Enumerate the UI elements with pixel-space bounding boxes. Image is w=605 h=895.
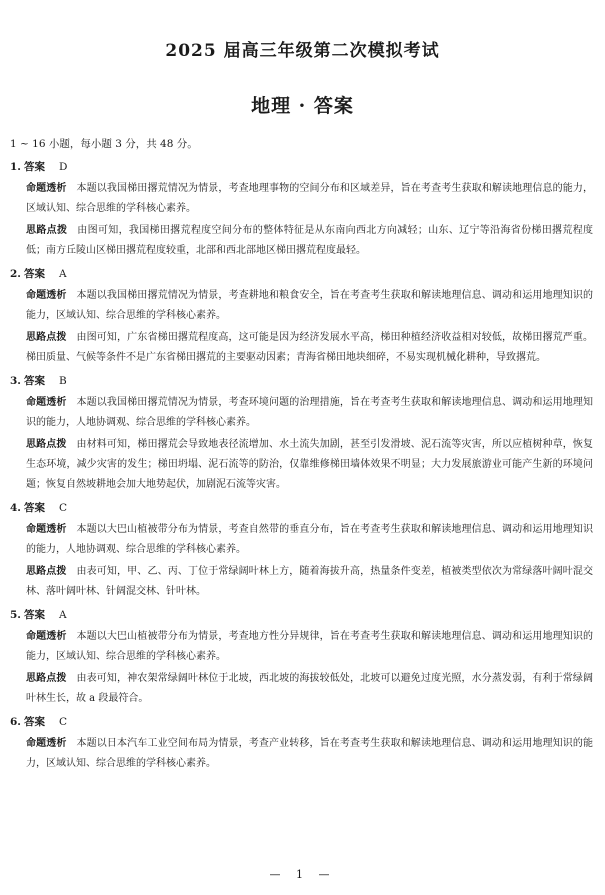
answer-value: C [58, 502, 68, 514]
hint-label: 思路点拨 [26, 673, 67, 684]
answer-value: C [58, 716, 68, 728]
question-block [10, 266, 593, 368]
analysis-paragraph [10, 627, 593, 667]
hint-paragraph [10, 328, 593, 368]
analysis-paragraph [10, 393, 593, 433]
analysis-label: 命题透析 [26, 738, 67, 749]
answer-value: A [58, 609, 67, 621]
answer-line [10, 373, 593, 389]
question-number: 4. [10, 502, 21, 514]
hint-paragraph [10, 562, 593, 602]
question-block [10, 373, 593, 495]
hint-paragraph [10, 435, 593, 495]
analysis-label: 命题透析 [26, 290, 67, 301]
analysis-paragraph [10, 520, 593, 560]
questions-list [10, 159, 593, 779]
answer-line [10, 159, 593, 175]
hint-text: 由材料可知，梯田撂荒会导致地表径流增加、水土流失加剧，甚至引发滑坡、泥石流等灾害，所以应植树种草，恢复生态环境，减少灾害的发生；梯田坍塌、泥石流等的防治，仅靠维修梯田墙体效果不明显；大力发展旅游业可能产生新的环境问题；恢复自然坡耕地会加大地势起伏，加剧泥石流等灾害。 [26, 439, 594, 490]
analysis-paragraph [10, 286, 593, 326]
hint-text: 由表可知，神农架常绿阔叶林位于北坡，西北坡的海拔较低处，北坡可以避免过度光照，水分蒸发弱，有利于常绿阔叶林生长，故 a 段最符合。 [26, 673, 594, 704]
answer-value: A [58, 268, 67, 280]
hint-label: 思路点拨 [26, 225, 68, 236]
answer-label: 答案 [23, 502, 45, 514]
question-block [10, 159, 593, 261]
answer-value: D [58, 161, 68, 173]
section-intro: 1 ~ 16 小题，每小题 3 分，共 48 分。 [10, 138, 198, 150]
hint-text: 由表可知，甲、乙、丙、丁位于常绿阔叶林上方，随着海拔升高，热量条件变差，植被类型依次为常绿落叶阔叶混交林、落叶阔叶林、针阔混交林、针叶林。 [26, 566, 594, 597]
analysis-label: 命题透析 [26, 397, 67, 408]
hint-paragraph [10, 669, 593, 709]
analysis-text: 本题以我国梯田撂荒情况为情景，考查耕地和粮食安全，旨在考查考生获取和解读地理信息、调动和运用地理知识的能力，区域认知、综合思维的学科核心素养。 [26, 290, 594, 321]
hint-label: 思路点拨 [26, 332, 67, 343]
answer-label: 答案 [23, 161, 45, 173]
question-number: 5. [10, 609, 21, 621]
page-subtitle: 地理 · 答案 [251, 95, 354, 117]
question-block [10, 714, 593, 774]
answer-label: 答案 [23, 609, 45, 621]
question-number: 1. [10, 161, 21, 173]
question-block [10, 607, 593, 709]
answer-line [10, 714, 593, 730]
page-number: — 1 — [269, 868, 336, 881]
analysis-text: 本题以我国梯田撂荒情况为情景，考查环境问题的治理措施，旨在考查考生获取和解读地理信息、调动和运用地理知识的能力，人地协调观、综合思维的学科核心素养。 [26, 397, 594, 428]
hint-paragraph [10, 221, 593, 261]
hint-text: 由图可知，广东省梯田撂荒程度高，这可能是因为经济发展水平高，梯田种植经济收益相对较低，故梯田撂荒严重。梯田质量、气候等条件不是广东省梯田撂荒的主要驱动因素；青海省梯田地块细碎，不易实现机械化耕种，导致撂荒。 [26, 332, 594, 363]
hint-label: 思路点拨 [26, 439, 67, 450]
answer-line [10, 266, 593, 282]
analysis-text: 本题以我国梯田撂荒情况为情景，考查地理事物的空间分布和区域差异，旨在考查考生获取和解读地理信息的能力，区域认知、综合思维的学科核心素养。 [26, 183, 594, 214]
question-number: 6. [10, 716, 21, 728]
analysis-label: 命题透析 [26, 524, 67, 535]
answer-line [10, 500, 593, 516]
analysis-label: 命题透析 [26, 631, 67, 642]
hint-label: 思路点拨 [26, 566, 67, 577]
hint-text: 由图可知，我国梯田撂荒程度空间分布的整体特征是从东南向西北方向减轻；山东、辽宁等沿海省份梯田撂荒程度低；南方丘陵山区梯田撂荒程度较重，北部和西北部地区梯田撂荒程度最轻。 [26, 225, 594, 256]
analysis-text: 本题以大巴山植被带分布为情景，考查地方性分异规律，旨在考查考生获取和解读地理信息、调动和运用地理知识的能力，区域认知、综合思维的学科核心素养。 [26, 631, 594, 662]
analysis-text: 本题以日本汽车工业空间布局为情景，考查产业转移，旨在考查考生获取和解读地理信息、调动和运用地理知识的能力，区域认知、综合思维的学科核心素养。 [26, 738, 594, 769]
answer-line [10, 607, 593, 623]
question-block [10, 500, 593, 602]
answer-label: 答案 [23, 268, 45, 280]
answer-value: B [58, 375, 67, 387]
answer-label: 答案 [23, 716, 45, 728]
question-number: 2. [10, 268, 21, 280]
analysis-label: 命题透析 [26, 183, 67, 194]
analysis-paragraph [10, 734, 593, 774]
page-title: 2025 届高三年级第二次模拟考试 [165, 41, 440, 61]
analysis-paragraph [10, 179, 593, 219]
answer-label: 答案 [23, 375, 45, 387]
analysis-text: 本题以大巴山植被带分布为情景，考查自然带的垂直分布，旨在考查考生获取和解读地理信息、调动和运用地理知识的能力，人地协调观、综合思维的学科核心素养。 [26, 524, 594, 555]
question-number: 3. [10, 375, 21, 387]
